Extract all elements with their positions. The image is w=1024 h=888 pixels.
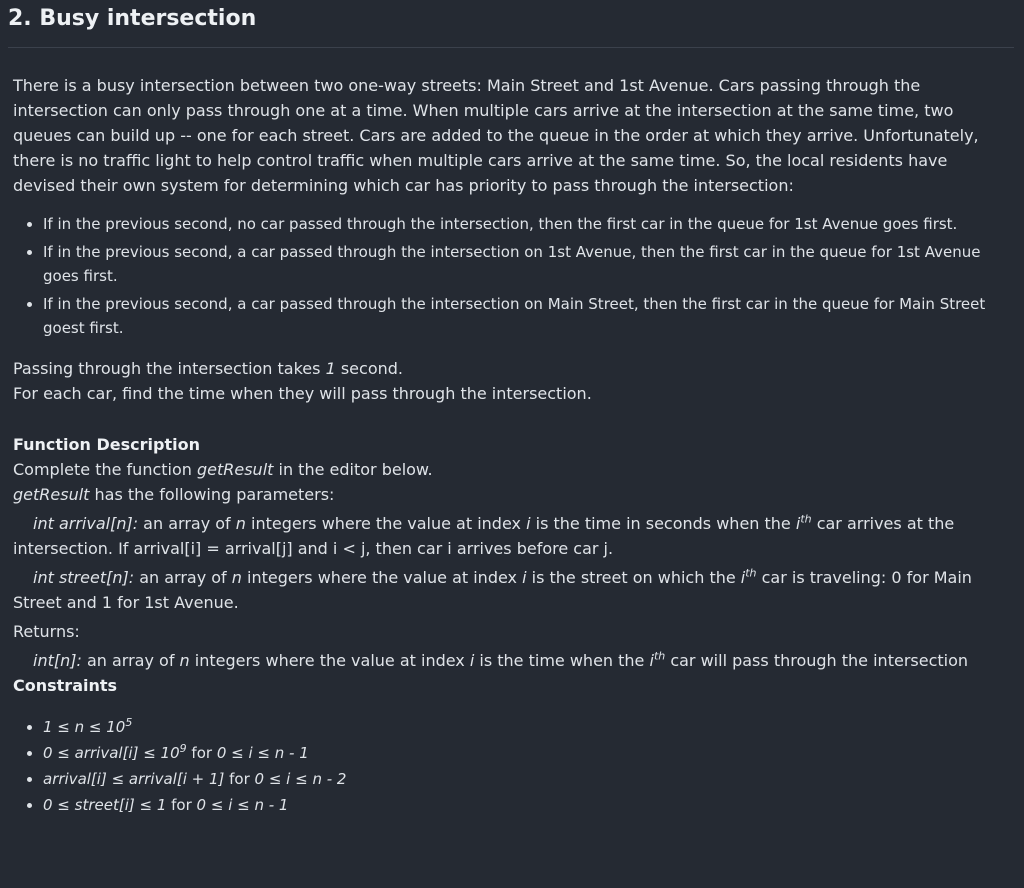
param-text: car is traveling: 0 for Main Street and 1 for 1st Avenue. — [13, 568, 972, 612]
rule-item: • If in the previous second, a car passed through the intersection on Main Street, then the first car in the queue for Main Street goest first. — [43, 292, 1013, 340]
passing-time-text — [13, 356, 1013, 381]
param-var: n — [235, 514, 246, 533]
return-text: integers where the value at index — [189, 651, 470, 670]
constraints-list — [13, 714, 1013, 818]
params-function-name: getResult — [13, 485, 90, 504]
param-text: integers where the value at index — [241, 568, 523, 587]
param-street — [13, 565, 1013, 615]
problem-content — [13, 73, 1013, 818]
param-superscript: th — [745, 566, 757, 580]
constraint-exponent: 5 — [125, 716, 133, 729]
title-divider — [8, 47, 1014, 48]
constraint-item — [43, 792, 1013, 818]
problem-title: 2. Busy intersection — [8, 6, 257, 31]
constraint-range: 0 ≤ i ≤ n - 1 — [216, 744, 309, 762]
return-text: car will pass through the intersection — [665, 651, 969, 670]
passing-text-before: Passing through the intersection takes — [13, 359, 326, 378]
constraint-exponent: 9 — [179, 742, 187, 755]
constraint-expression: 1 ≤ n ≤ 10 — [43, 718, 126, 736]
priority-rules-list — [13, 212, 1013, 340]
function-name: getResult — [196, 460, 274, 479]
param-var: n — [231, 568, 242, 587]
constraint-for-text: for — [224, 770, 255, 788]
return-var: n — [179, 651, 190, 670]
param-name: int arrival[n]: — [33, 514, 139, 533]
return-var: i — [649, 651, 654, 670]
return-text: an array of — [81, 651, 180, 670]
constraint-item — [43, 766, 1013, 792]
return-type: int[n]: — [33, 651, 82, 670]
param-text: car arrives at the intersection. If arrival[i] = arrival[j] and i < j, then car i arrives before car j. — [13, 514, 955, 558]
constraint-expression: arrival[i] ≤ arrival[i + 1] — [43, 770, 225, 788]
constraint-item — [43, 714, 1013, 740]
passing-text-after: second. — [335, 359, 403, 378]
param-var: i — [526, 514, 531, 533]
param-text: integers where the value at index — [245, 514, 527, 533]
param-superscript: th — [800, 512, 812, 526]
complete-text-after: in the editor below. — [273, 460, 433, 479]
complete-text-before: Complete the function — [13, 460, 197, 479]
param-arrival — [13, 511, 1013, 561]
param-var: i — [795, 514, 801, 533]
complete-function-text — [13, 457, 1013, 482]
constraint-range: 0 ≤ i ≤ n - 2 — [254, 770, 347, 788]
function-description-heading: Function Description — [13, 435, 200, 454]
passing-time-value: 1 — [325, 359, 336, 378]
param-name: int street[n]: — [33, 568, 135, 587]
param-text: an array of — [134, 568, 232, 587]
rule-item: • If in the previous second, a car passed through the intersection on 1st Avenue, then the first car in the queue for 1st Avenue goes first. — [43, 240, 1013, 288]
param-text: is the time in seconds when the — [530, 514, 796, 533]
params-intro-text — [13, 482, 1013, 507]
return-superscript: th — [653, 649, 666, 663]
rule-item: • If in the previous second, no car passed through the intersection, then the first car in the queue for 1st Avenue goes first. — [43, 212, 1013, 236]
return-text: is the time when the — [474, 651, 650, 670]
each-car-text: For each car, find the time when they will pass through the intersection. — [13, 384, 592, 403]
param-var: i — [522, 568, 527, 587]
param-var: i — [740, 568, 746, 587]
return-var: i — [469, 651, 475, 670]
params-intro-after: has the following parameters: — [89, 485, 335, 504]
constraint-expression: 0 ≤ arrival[i] ≤ 10 — [43, 744, 180, 762]
constraint-item — [43, 740, 1013, 766]
param-text: an array of — [138, 514, 236, 533]
constraint-range: 0 ≤ i ≤ n - 1 — [196, 796, 289, 814]
returns-description — [13, 648, 1013, 673]
constraint-for-text: for — [166, 796, 197, 814]
intro-paragraph: There is a busy intersection between two one-way streets: Main Street and 1st Avenue. Cars passing through the intersection can only pass through one at a time. When multiple cars arrive at the intersection at the same time, two queues can build up -- one for each street. Cars are added to the queue in the order at which they arrive. Unfortunately, there is no traffic light to help control traffic when multiple cars arrive at the same time. So, the local residents have devised their own system for determining which car has priority to pass through the intersection: — [13, 76, 979, 195]
param-text: is the street on which the — [526, 568, 741, 587]
constraints-heading: Constraints — [13, 676, 118, 695]
constraint-for-text: for — [186, 744, 217, 762]
constraint-expression: 0 ≤ street[i] ≤ 1 — [43, 796, 167, 814]
returns-label: Returns: — [13, 622, 80, 641]
